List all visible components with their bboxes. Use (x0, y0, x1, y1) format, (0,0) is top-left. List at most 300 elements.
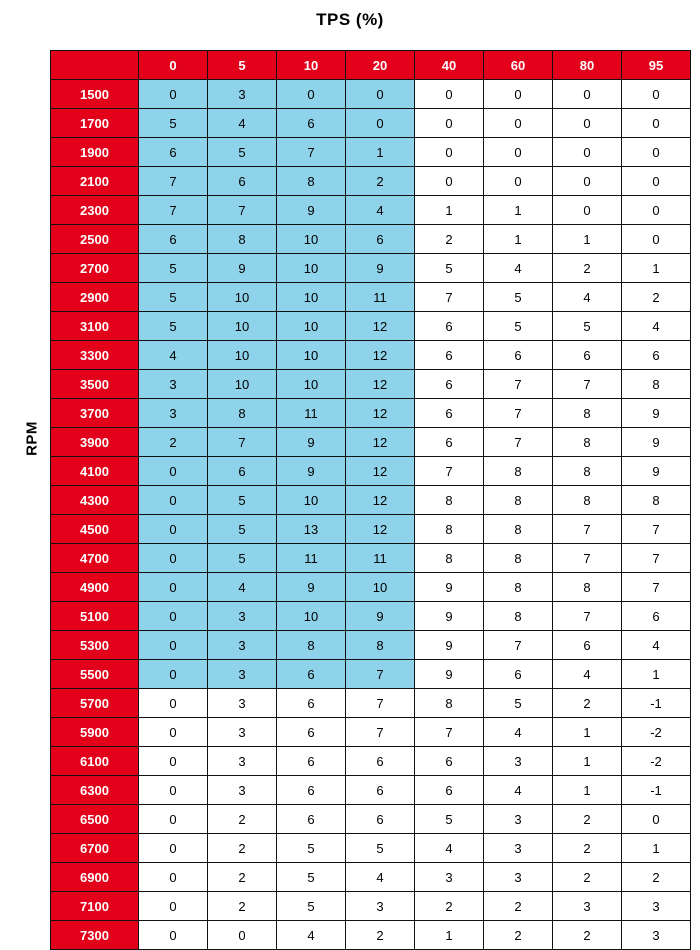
table-cell: 6 (346, 805, 415, 834)
table-cell: 1 (484, 196, 553, 225)
table-cell: 0 (622, 138, 691, 167)
table-cell: 0 (139, 486, 208, 515)
table-cell: 4 (346, 196, 415, 225)
chart-title: TPS (%) (316, 10, 384, 29)
table-cell: 6 (277, 689, 346, 718)
row-header-rpm: 7100 (51, 892, 139, 921)
table-cell: 0 (139, 805, 208, 834)
table-cell: 4 (346, 863, 415, 892)
table-row (51, 892, 691, 921)
table-cell: 2 (484, 921, 553, 950)
table-cell: 3 (484, 747, 553, 776)
table-cell: 9 (346, 602, 415, 631)
table-cell: 11 (277, 399, 346, 428)
table-cell: 5 (208, 544, 277, 573)
table-cell: 1 (484, 225, 553, 254)
table-cell: 7 (415, 283, 484, 312)
table-cell: 3 (484, 834, 553, 863)
table-cell: 10 (277, 254, 346, 283)
table-cell: 3 (553, 892, 622, 921)
table-cell: 1 (622, 834, 691, 863)
row-header-rpm: 3100 (51, 312, 139, 341)
table-cell: 11 (277, 544, 346, 573)
table-cell: 7 (622, 544, 691, 573)
table-cell: 2 (553, 689, 622, 718)
table-cell: 6 (415, 312, 484, 341)
table-cell: 8 (553, 573, 622, 602)
table-cell: 2 (208, 863, 277, 892)
table-cell: 3 (208, 718, 277, 747)
table-cell: 2 (346, 921, 415, 950)
table-row (51, 138, 691, 167)
table-cell: 0 (622, 196, 691, 225)
table-cell: 8 (484, 573, 553, 602)
table-cell: 9 (622, 399, 691, 428)
table-cell: 0 (553, 138, 622, 167)
table-cell: 2 (553, 254, 622, 283)
table-cell: 8 (415, 689, 484, 718)
table-cell: 0 (346, 80, 415, 109)
table-cell: 12 (346, 457, 415, 486)
table-cell: 7 (208, 196, 277, 225)
table-cell: 10 (208, 370, 277, 399)
table-cell: 13 (277, 515, 346, 544)
table-cell: 0 (553, 167, 622, 196)
table-cell: 5 (484, 283, 553, 312)
table-cell: 0 (139, 602, 208, 631)
row-header-rpm: 2500 (51, 225, 139, 254)
table-row (51, 631, 691, 660)
row-header-rpm: 4500 (51, 515, 139, 544)
table-cell: 0 (415, 167, 484, 196)
table-corner-cell (51, 51, 139, 80)
table-cell: 12 (346, 486, 415, 515)
table-cell: 5 (139, 109, 208, 138)
table-cell: 8 (553, 457, 622, 486)
row-header-rpm: 5700 (51, 689, 139, 718)
table-cell: 9 (415, 573, 484, 602)
table-cell: 0 (139, 776, 208, 805)
table-cell: 1 (553, 776, 622, 805)
table-cell: 2 (346, 167, 415, 196)
table-cell: 2 (139, 428, 208, 457)
row-header-rpm: 6300 (51, 776, 139, 805)
table-row (51, 428, 691, 457)
row-header-rpm: 4300 (51, 486, 139, 515)
table-cell: 8 (208, 399, 277, 428)
table-cell: 8 (622, 486, 691, 515)
table-cell: 3 (415, 863, 484, 892)
table-cell: 5 (484, 689, 553, 718)
table-row (51, 805, 691, 834)
table-cell: 3 (208, 631, 277, 660)
table-cell: 5 (553, 312, 622, 341)
row-header-rpm: 2900 (51, 283, 139, 312)
table-cell: 7 (346, 689, 415, 718)
table-cell: 7 (622, 515, 691, 544)
table-cell: 5 (139, 283, 208, 312)
table-cell: 8 (484, 457, 553, 486)
row-header-rpm: 2700 (51, 254, 139, 283)
table-cell: 3 (139, 370, 208, 399)
table-cell: 8 (346, 631, 415, 660)
table-cell: 8 (277, 631, 346, 660)
table-cell: 2 (415, 892, 484, 921)
table-row (51, 196, 691, 225)
table-cell: 8 (277, 167, 346, 196)
table-cell: 5 (139, 254, 208, 283)
tps-rpm-table (50, 50, 691, 950)
table-cell: 0 (415, 80, 484, 109)
row-header-rpm: 1500 (51, 80, 139, 109)
table-cell: 0 (484, 167, 553, 196)
table-cell: 7 (553, 544, 622, 573)
table-cell: 9 (346, 254, 415, 283)
table-cell: 4 (208, 573, 277, 602)
table-cell: 3 (208, 602, 277, 631)
table-cell: 2 (622, 283, 691, 312)
table-row (51, 776, 691, 805)
table-row (51, 515, 691, 544)
y-axis-label: RPM (23, 421, 41, 456)
table-cell: 8 (553, 486, 622, 515)
table-cell: 5 (208, 138, 277, 167)
table-cell: 12 (346, 341, 415, 370)
table-cell: 2 (553, 921, 622, 950)
table-cell: 6 (277, 109, 346, 138)
table-cell: 3 (208, 776, 277, 805)
table-cell: 6 (346, 225, 415, 254)
table-row (51, 457, 691, 486)
table-cell: 4 (484, 776, 553, 805)
table-cell: 5 (346, 834, 415, 863)
table-cell: 2 (415, 225, 484, 254)
table-cell: 6 (415, 341, 484, 370)
table-cell: 10 (277, 486, 346, 515)
table-cell: 9 (277, 428, 346, 457)
table-cell: 6 (484, 660, 553, 689)
column-header: 5 (208, 51, 277, 80)
table-cell: 7 (553, 370, 622, 399)
table-cell: 3 (484, 805, 553, 834)
table-cell: 10 (277, 370, 346, 399)
row-header-rpm: 1900 (51, 138, 139, 167)
table-cell: 9 (277, 573, 346, 602)
table-cell: 6 (415, 747, 484, 776)
table-row (51, 370, 691, 399)
table-cell: -2 (622, 718, 691, 747)
table-cell: 0 (415, 109, 484, 138)
table-cell: 12 (346, 399, 415, 428)
row-header-rpm: 6700 (51, 834, 139, 863)
column-header: 20 (346, 51, 415, 80)
table-cell: 0 (622, 805, 691, 834)
table-cell: 9 (415, 660, 484, 689)
column-header: 95 (622, 51, 691, 80)
table-cell: 6 (415, 428, 484, 457)
table-cell: 8 (484, 515, 553, 544)
table-cell: 5 (415, 805, 484, 834)
table-cell: 6 (139, 138, 208, 167)
table-row (51, 225, 691, 254)
table-cell: 4 (622, 312, 691, 341)
table-cell: 4 (484, 718, 553, 747)
table-cell: 0 (139, 863, 208, 892)
table-cell: 0 (139, 689, 208, 718)
row-header-rpm: 1700 (51, 109, 139, 138)
table-row (51, 747, 691, 776)
table-cell: 6 (208, 457, 277, 486)
table-cell: 1 (346, 138, 415, 167)
column-header: 40 (415, 51, 484, 80)
table-cell: 4 (415, 834, 484, 863)
table-cell: 5 (277, 863, 346, 892)
table-cell: 0 (139, 660, 208, 689)
table-row (51, 167, 691, 196)
table-cell: 9 (277, 196, 346, 225)
table-body (51, 80, 691, 950)
table-cell: 2 (553, 863, 622, 892)
table-cell: 2 (484, 892, 553, 921)
table-cell: 7 (553, 515, 622, 544)
table-cell: -2 (622, 747, 691, 776)
table-cell: 12 (346, 515, 415, 544)
table-cell: 0 (139, 631, 208, 660)
table-row (51, 486, 691, 515)
row-header-rpm: 2300 (51, 196, 139, 225)
table-cell: 5 (208, 486, 277, 515)
table-cell: 0 (139, 544, 208, 573)
table-cell: 8 (415, 544, 484, 573)
table-cell: 11 (346, 544, 415, 573)
table-row (51, 312, 691, 341)
table-cell: 10 (277, 602, 346, 631)
table-head (51, 51, 691, 80)
table-cell: 7 (622, 573, 691, 602)
table-cell: 7 (139, 196, 208, 225)
table-cell: 0 (139, 892, 208, 921)
column-header: 10 (277, 51, 346, 80)
table-cell: 6 (415, 370, 484, 399)
table-cell: 7 (415, 457, 484, 486)
table-cell: 8 (484, 602, 553, 631)
table-cell: 6 (622, 602, 691, 631)
table-cell: 4 (484, 254, 553, 283)
table-cell: 2 (208, 805, 277, 834)
table-cell: 12 (346, 428, 415, 457)
table-cell: 8 (553, 399, 622, 428)
row-header-rpm: 3500 (51, 370, 139, 399)
table-cell: 10 (346, 573, 415, 602)
table-cell: 3 (622, 892, 691, 921)
table-cell: -1 (622, 776, 691, 805)
table-cell: 0 (208, 921, 277, 950)
table-row (51, 689, 691, 718)
table-cell: 0 (139, 718, 208, 747)
row-header-rpm: 5300 (51, 631, 139, 660)
row-header-rpm: 3700 (51, 399, 139, 428)
table-cell: 2 (553, 834, 622, 863)
table-cell: 6 (415, 776, 484, 805)
table-row (51, 109, 691, 138)
table-cell: 9 (415, 631, 484, 660)
table-cell: 3 (208, 80, 277, 109)
table-cell: 9 (622, 428, 691, 457)
table-cell: 1 (415, 921, 484, 950)
table-cell: 7 (277, 138, 346, 167)
table-cell: 4 (622, 631, 691, 660)
table-cell: 7 (346, 718, 415, 747)
column-header: 60 (484, 51, 553, 80)
table-row (51, 718, 691, 747)
table-cell: 7 (139, 167, 208, 196)
table-cell: 8 (415, 515, 484, 544)
table-cell: 8 (622, 370, 691, 399)
table-cell: 9 (277, 457, 346, 486)
table-cell: 1 (553, 747, 622, 776)
table-row (51, 834, 691, 863)
table-cell: 7 (484, 370, 553, 399)
table-row (51, 254, 691, 283)
table-cell: 0 (139, 834, 208, 863)
table-cell: 0 (622, 225, 691, 254)
table-cell: 4 (277, 921, 346, 950)
table-cell: 0 (622, 80, 691, 109)
table-cell: 7 (484, 399, 553, 428)
table-cell: 7 (346, 660, 415, 689)
table-cell: 5 (277, 892, 346, 921)
table-cell: 3 (208, 660, 277, 689)
table-cell: 6 (277, 776, 346, 805)
table-cell: 0 (484, 138, 553, 167)
table-cell: 0 (139, 921, 208, 950)
table-cell: 12 (346, 370, 415, 399)
table-cell: 6 (346, 776, 415, 805)
table-cell: 0 (484, 109, 553, 138)
table-row (51, 573, 691, 602)
table-cell: 0 (139, 457, 208, 486)
table-cell: 4 (553, 283, 622, 312)
table-cell: 6 (415, 399, 484, 428)
row-header-rpm: 5100 (51, 602, 139, 631)
table-cell: 3 (208, 747, 277, 776)
table-cell: 0 (139, 515, 208, 544)
table-cell: 4 (208, 109, 277, 138)
table-cell: 7 (484, 428, 553, 457)
table-cell: 3 (346, 892, 415, 921)
table-row (51, 283, 691, 312)
table-cell: 7 (208, 428, 277, 457)
table-cell: 0 (622, 167, 691, 196)
table-cell: 12 (346, 312, 415, 341)
table-cell: 5 (277, 834, 346, 863)
table-cell: 0 (553, 196, 622, 225)
row-header-rpm: 7300 (51, 921, 139, 950)
column-header: 0 (139, 51, 208, 80)
table-cell: 2 (208, 892, 277, 921)
table-cell: 8 (415, 486, 484, 515)
table-cell: 1 (553, 225, 622, 254)
table-cell: 6 (208, 167, 277, 196)
table-cell: 0 (415, 138, 484, 167)
table-cell: 6 (484, 341, 553, 370)
table-header-row (51, 51, 691, 80)
table-row (51, 80, 691, 109)
table-cell: 5 (415, 254, 484, 283)
table-cell: 0 (139, 80, 208, 109)
table-cell: 11 (346, 283, 415, 312)
row-header-rpm: 3900 (51, 428, 139, 457)
table-cell: 7 (484, 631, 553, 660)
table-cell: 7 (553, 602, 622, 631)
table-cell: 5 (139, 312, 208, 341)
table-cell: 6 (553, 631, 622, 660)
column-header: 80 (553, 51, 622, 80)
table-cell: 6 (346, 747, 415, 776)
row-header-rpm: 6500 (51, 805, 139, 834)
table-cell: 6 (277, 660, 346, 689)
table-cell: 3 (139, 399, 208, 428)
table-row (51, 921, 691, 950)
table-cell: 3 (208, 689, 277, 718)
table-cell: 2 (208, 834, 277, 863)
table-cell: 6 (622, 341, 691, 370)
table-cell: 6 (277, 747, 346, 776)
data-table-wrapper (50, 50, 691, 950)
table-cell: 9 (622, 457, 691, 486)
row-header-rpm: 5500 (51, 660, 139, 689)
table-cell: 5 (208, 515, 277, 544)
table-row (51, 863, 691, 892)
table-cell: 1 (415, 196, 484, 225)
row-header-rpm: 4900 (51, 573, 139, 602)
row-header-rpm: 4700 (51, 544, 139, 573)
table-row (51, 602, 691, 631)
table-cell: 0 (139, 573, 208, 602)
table-row (51, 341, 691, 370)
table-cell: 5 (484, 312, 553, 341)
table-cell: 0 (553, 80, 622, 109)
table-cell: 4 (139, 341, 208, 370)
table-cell: 10 (208, 283, 277, 312)
table-row (51, 399, 691, 428)
table-cell: 10 (277, 341, 346, 370)
row-header-rpm: 6900 (51, 863, 139, 892)
row-header-rpm: 2100 (51, 167, 139, 196)
table-cell: 2 (553, 805, 622, 834)
table-cell: 7 (415, 718, 484, 747)
table-cell: 0 (484, 80, 553, 109)
table-cell: 0 (553, 109, 622, 138)
row-header-rpm: 4100 (51, 457, 139, 486)
table-cell: 9 (415, 602, 484, 631)
table-cell: 1 (622, 660, 691, 689)
table-cell: 0 (277, 80, 346, 109)
table-cell: 0 (622, 109, 691, 138)
table-cell: 6 (553, 341, 622, 370)
table-cell: 9 (208, 254, 277, 283)
table-cell: 6 (277, 805, 346, 834)
table-cell: 0 (139, 747, 208, 776)
table-cell: 10 (277, 225, 346, 254)
table-cell: 6 (277, 718, 346, 747)
table-cell: 0 (346, 109, 415, 138)
table-cell: 6 (139, 225, 208, 254)
table-cell: 10 (208, 341, 277, 370)
table-row (51, 544, 691, 573)
table-cell: 3 (484, 863, 553, 892)
table-cell: 4 (553, 660, 622, 689)
